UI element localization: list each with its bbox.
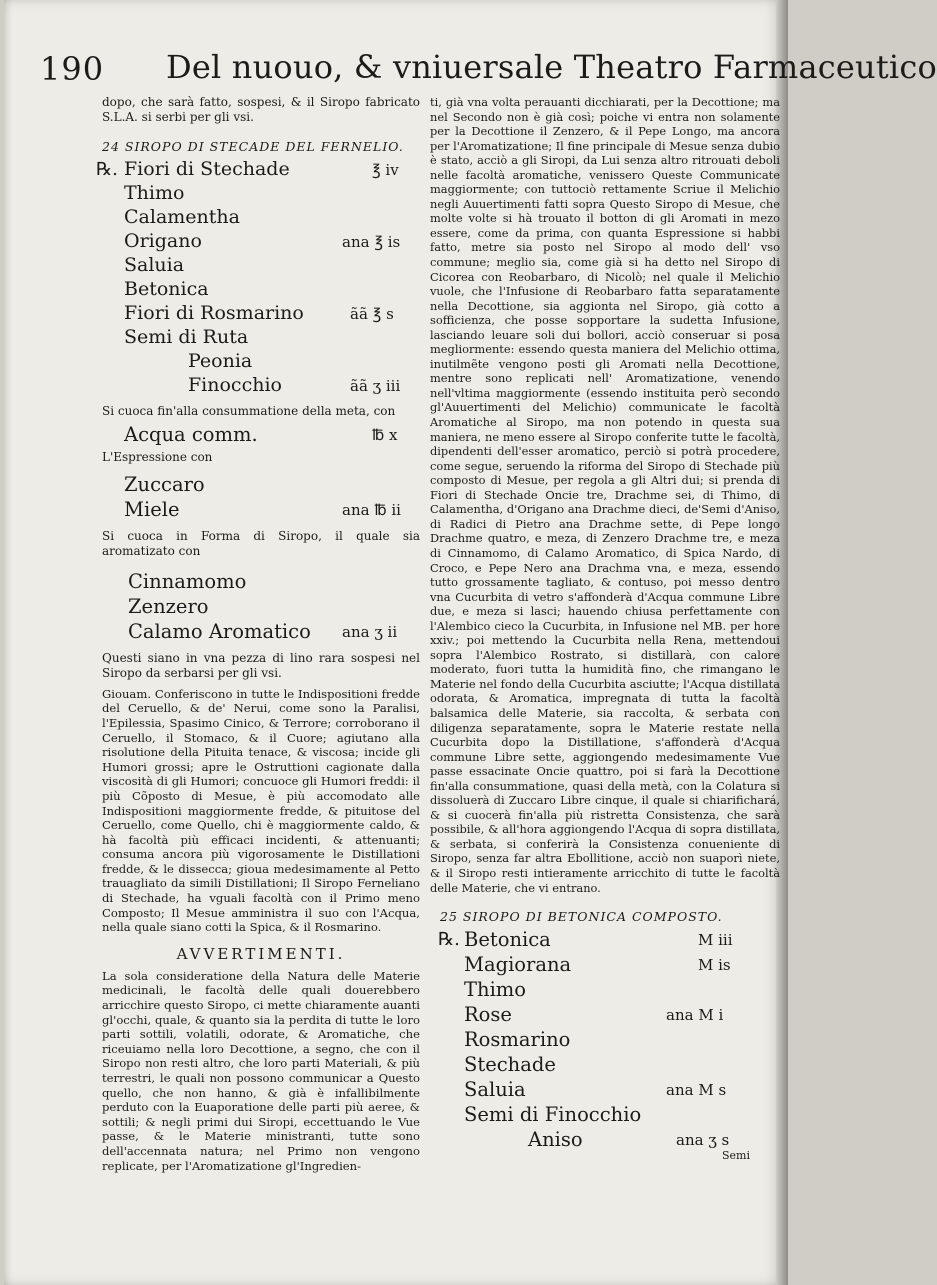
avvertimenti-heading: AVVERTIMENTI. <box>176 944 346 963</box>
ingredient-qty: ana M i <box>666 1006 724 1025</box>
ingredient-row <box>430 1103 780 1128</box>
recipe-25-heading: 25 SIROPO DI BETONICA COMPOSTO. <box>440 909 723 925</box>
ingredient-name: Origano <box>124 230 202 253</box>
ingredient-name: Cinnamomo <box>128 569 247 593</box>
hang-instruction: Questi siano in vna pezza di lino rara sospesi nel Siropo da serbarsi per gli vsi. <box>102 650 420 680</box>
ingredient-row <box>430 928 780 953</box>
ingredient-row <box>430 1053 780 1078</box>
ingredient-name: Semi di Ruta <box>124 326 249 349</box>
recipe-24-ingredients-1 <box>96 158 420 398</box>
ingredient-name: Acqua comm. <box>124 423 258 447</box>
ingredient-row <box>430 1128 780 1153</box>
right-column <box>430 95 780 1162</box>
ingredient-name: Miele <box>124 498 180 522</box>
ingredient-row <box>102 570 420 595</box>
ingredient-name: Aniso <box>528 1128 583 1152</box>
ingredient-row <box>102 182 420 206</box>
ingredient-name: Magiorana <box>464 953 572 977</box>
ingredient-qty: ana M s <box>666 1081 727 1100</box>
ingredient-name: Calamo Aromatico <box>128 619 311 643</box>
ingredient-qty: ãã ℥ s <box>350 305 394 324</box>
ingredient-name: Betonica <box>124 278 209 301</box>
ingredient-qty: ana ʒ s <box>676 1131 730 1150</box>
left-column <box>96 95 420 1173</box>
ingredient-row <box>102 302 420 326</box>
ingredient-qty: ana ʒ ii <box>342 622 398 641</box>
ingredient-row <box>102 326 420 350</box>
ingredient-name: Rosmarino <box>464 1028 571 1052</box>
ingredient-row <box>102 230 420 254</box>
ingredient-row <box>96 158 420 182</box>
ingredient-name: Thimo <box>124 182 185 205</box>
ingredient-name: Calamentha <box>124 206 240 229</box>
ingredient-row <box>430 1028 780 1053</box>
ingredient-qty: ℔ x <box>372 426 398 445</box>
ingredient-row <box>102 423 420 448</box>
ingredient-row <box>102 374 420 398</box>
recipe-24-heading: 24 SIROPO DI STECADE DEL FERNELIO. <box>102 139 404 155</box>
ingredient-row <box>102 254 420 278</box>
ingredient-row <box>102 206 420 230</box>
ingredient-name: Rose <box>464 1003 512 1027</box>
running-title: Del nuouo, & vniuersale Theatro Farmaceutico <box>166 48 937 86</box>
recipe-25-ingredients <box>430 928 780 1162</box>
expression-line: L'Espressione con <box>102 450 213 465</box>
ingredient-qty: ana ℔ ii <box>342 501 401 520</box>
ingredient-row <box>102 473 420 498</box>
ingredient-row <box>102 278 420 302</box>
right-column-text: ti, già vna volta perauanti dicchiarati, per la Decottione; ma nel Secondo non è già così; poiche vi entra non solamente per la Decottione il Zenzero, & il Pepe Longo, ma ancora per l'Aromatizatione; Il fine principale di Mesue senza dubio è stato, acciò a gli Siropi, da Lui senza altro ritrouati deboli nelle facoltà aromatiche, venissero Queste Communicate maggiormente; con tuttociò rettamente Scriue il Melichio negli Auuertimenti fatti sopra Questo Siropo di Mesue, che molte volte si hà trouato il botton di gli Aromati in mezo essere, come da prima, con quanta Espressione si habbi fatto, metre sia posto nel Siropo al modo dell' vso commune; meglio sia, come già si ha detto nel Siropo di Cicorea con Reobarbaro, di Nicolò; nel quale il Melichio vuole, che l'Infusione di Reobarbaro fatta separatamente nella Decottione, sia aggionta nel Siropo, già cotto a sofficienza, che posse sopportare la sudetta Infusione, lasciando leuare soli dui bollori, acciò conseruar si posa megliormente: essendo questa maniera del Melichio ottima, inutilmẽte vengono posti gli Aromati nella Decottione, mentre sono replicati nell' Aromatizatione, venendo nell'vltima maggiormente (essendo instituita però secondo gl'Auuertimenti del Melichio) communicate le facoltà Aromatiche al Siropo, ma non potendo in questa sua maniera, ne meno essere al Siropo conferite tutte le facoltà, dipendenti dell'esser aromatico, perciò si potrà procedere, come segue, seruendo la riforma del Siropo di Stechade più composto di Mesue, per regola a gli Altri dui; si prenda di Fiori di Stechade Oncie tre, Drachme sei, di Thimo, di Calamentha, d'Origano ana Drachme dieci, de'Semi d'Aniso, di Radici di Pietro ana Drachme sette, di Pepe longo Drachme quatro, e meza, di Zenzero Drachme tre, e meza di Cinnamomo, di Calamo Aromatico, di Spica Nardo, di Croco, e Pepe Nero ana Drachma vna, e meza, essendo tutto grossamente tagliato, & contuso, poi messo dentro vna Cucurbita di vetro s'affonderà d'Acqua commune Libre due, e meza si lasci; hauendo chiusa perfettamente con l'Alembico cieco la Cucurbita, in Infusione nel MB. per hore xxiv.; poi mettendo la Cucurbita nella Rena, mettendoui sopra l'Alembico Rostrato, si distillarà, con calore moderato, fuori tutta la humidità fino, che rimangano le Materie nel fondo della Cucurbita asciutte; l'Acqua distillata odorata, & Aromatica, impregnata di tutta la facoltà balsamica delle Materie, sia raccolta, & serbata con diligenza separatamente, sopra le Materie restate nella Cucurbita dopo la Distillatione, s'affonderà d'Acqua commune Libre sette, aggiongendo medesimamente Vue passe essacinate Oncie quattro, poi si farà la Decottione fin'alla consummatione, quasi della metà, con la Colatura si dissoluerà di Zuccaro Libre cinque, il quale si chiarifichará, & si cuocerà fin'alla più ristretta Consistenza, che sarà possibile, & all'hora aggiongendo l'Acqua di sopra distillata, & serbata, si conferirà la Consistenza conueniente di Siropo, senza far altra Ebollitione, acciò non suaporì niete, & il Siropo resti intieramente arricchito di tutte le facoltà delle Materie, che vi entrano. <box>430 95 780 895</box>
ingredient-name: Saluia <box>124 254 185 277</box>
page-number: 190 <box>40 50 105 88</box>
ingredient-qty: M iii <box>698 931 733 950</box>
cook-instruction-1: Si cuoca fin'alla consummatione della meta, con <box>102 404 396 419</box>
ingredient-qty: ãã ʒ iii <box>350 377 401 396</box>
ingredient-name: Fiori di Stechade <box>124 158 290 181</box>
recipe-symbol: ℞. <box>438 929 460 951</box>
ingredient-row <box>102 350 420 374</box>
ingredient-qty: ℥ iv <box>372 161 399 180</box>
book-page <box>4 0 937 1285</box>
ingredient-row <box>102 498 420 523</box>
ingredient-name: Finocchio <box>188 374 282 397</box>
ingredient-name: Betonica <box>464 928 551 952</box>
avvertimenti-text: La sola consideratione della Natura delle Materie medicinali, le facoltà delle quali douerebbero arricchire questo Siropo, ci mette chiaramente auanti gl'occhi, quale, & quanto sia la perdita di tutte le loro parti sottili, volatili, odorate, & Aromatiche, che riceuiamo nella loro Decottione, a segno, che con il Siropo non resti altro, che loro parti Materiali, & più terrestri, le quali non possono communicar a Questo quello, che non hanno, & già è infallibilmente perduto con la Euaporatione delle parti più aeree, & sottili; & negli primi dui Siropi, eccettuando le Vue passe, & le Materie ministranti, tutte sono dell'accennata natura; nel Primo non vengono replicate, per l'Aromatizatione gl'Ingredien- <box>102 968 420 1173</box>
ingredient-name: Peonia <box>188 350 253 373</box>
ingredient-row <box>430 953 780 978</box>
catchword: Semi <box>722 1149 750 1163</box>
giouam-paragraph: Giouam. Conferiscono in tutte le Indispositioni fredde del Ceruello, & de' Nerui, come sono la Paralisi, l'Epilessia, Spasimo Cinico, & Terrore; corroborano il Ceruello, il Stomaco, & il Cuore; agiutano alla risolutione della Pituita tenace, & viscosa; incide gli Humori grossi; apre le Ostruttioni cagionate dalla viscosità di gli Humori; concuoce gli Humori freddi: il più Cõposto di Mesue, è più accomodato alle Indispositioni maggiormente fredde, & pituitose del Ceruello, come Quello, chi è maggiormente caldo, & hà facoltà più efficaci incidenti, & attenuanti; consuma ancora più vigorosamente le Distillationi fredde, & le disseccа; gioua medesimamente al Petto trauagliato da simili Distillationi; Il Siropo Ferneliano di Stechade, ha vguali facoltà con il Primo meno Composto; Il Mesue amministra il suo con l'Acqua, nella quale siano cotti la Spica, & il Rosmarino. <box>102 686 420 935</box>
ingredient-qty: ana ℥ is <box>342 233 401 252</box>
ingredient-row <box>430 978 780 1003</box>
ingredient-name: Stechade <box>464 1053 556 1077</box>
ingredient-name: Saluia <box>464 1078 526 1102</box>
ingredient-name: Semi di Finocchio <box>464 1103 642 1127</box>
ingredient-row <box>430 1078 780 1103</box>
ingredient-row <box>102 595 420 620</box>
intro-text: dopo, che sarà fatto, sospesi, & il Siropo fabricato S.L.A. si serbi per gli vsi. <box>102 95 420 125</box>
ingredient-name: Thimo <box>464 978 527 1002</box>
ingredient-qty: M is <box>698 956 731 975</box>
ingredient-name: Zenzero <box>128 594 209 618</box>
recipe-symbol: ℞. <box>96 159 118 181</box>
cook-instruction-2: Si cuoca in Forma di Siropo, il quale sia aromatizato con <box>102 529 420 559</box>
ingredient-row <box>430 1003 780 1028</box>
ingredient-name: Fiori di Rosmarino <box>124 302 304 325</box>
ingredient-name: Zuccaro <box>124 473 205 497</box>
ingredient-row <box>102 620 420 645</box>
